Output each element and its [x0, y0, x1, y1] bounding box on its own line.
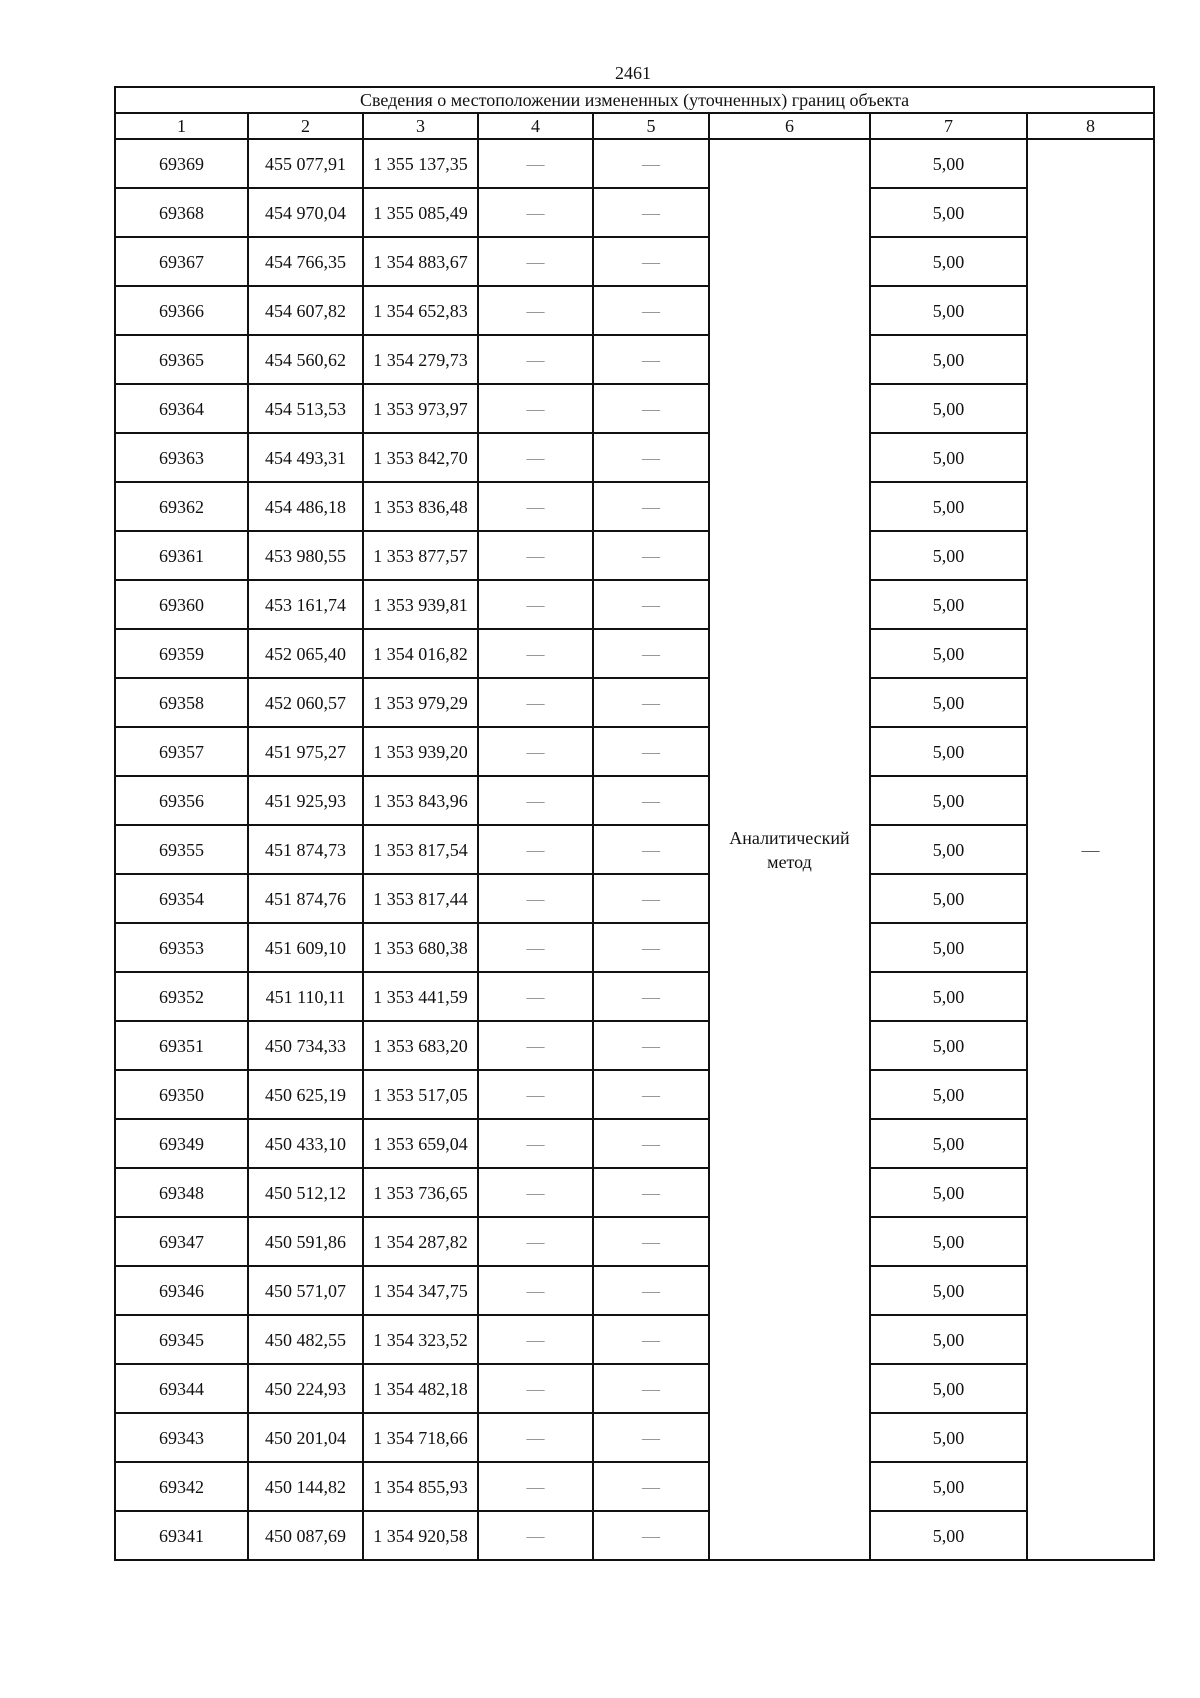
x-coordinate-cell: 450 571,07 [248, 1266, 363, 1315]
table-row [115, 335, 1154, 384]
y-coordinate-cell: 1 354 016,82 [363, 629, 478, 678]
point-number-cell: 69344 [115, 1364, 248, 1413]
x-coordinate-cell: 454 970,04 [248, 188, 363, 237]
table-row [115, 874, 1154, 923]
table-row [115, 1070, 1154, 1119]
y-coordinate-cell: 1 353 979,29 [363, 678, 478, 727]
column-5-cell: — [593, 384, 709, 433]
table-row [115, 972, 1154, 1021]
table-row [115, 1119, 1154, 1168]
x-coordinate-cell: 451 874,73 [248, 825, 363, 874]
y-coordinate-cell: 1 353 659,04 [363, 1119, 478, 1168]
table-row [115, 727, 1154, 776]
column-5-cell: — [593, 1070, 709, 1119]
column-5-cell: — [593, 825, 709, 874]
column-4-cell: — [478, 237, 593, 286]
table-row [115, 825, 1154, 874]
point-number-cell: 69350 [115, 1070, 248, 1119]
column-5-cell: — [593, 1119, 709, 1168]
column-5-cell: — [593, 286, 709, 335]
point-number-cell: 69362 [115, 482, 248, 531]
y-coordinate-cell: 1 353 843,96 [363, 776, 478, 825]
point-number-cell: 69353 [115, 923, 248, 972]
point-number-cell: 69369 [115, 139, 248, 188]
column-5-cell: — [593, 1364, 709, 1413]
y-coordinate-cell: 1 353 939,20 [363, 727, 478, 776]
column-4-cell: — [478, 1266, 593, 1315]
column-5-cell: — [593, 1266, 709, 1315]
column-4-cell: — [478, 1070, 593, 1119]
column-number-7: 7 [870, 113, 1027, 139]
point-number-cell: 69354 [115, 874, 248, 923]
point-number-cell: 69367 [115, 237, 248, 286]
accuracy-cell: 5,00 [870, 1168, 1027, 1217]
column-4-cell: — [478, 972, 593, 1021]
x-coordinate-cell: 454 560,62 [248, 335, 363, 384]
column-5-cell: — [593, 1168, 709, 1217]
column-5-cell: — [593, 1462, 709, 1511]
x-coordinate-cell: 450 433,10 [248, 1119, 363, 1168]
column-4-cell: — [478, 531, 593, 580]
accuracy-cell: 5,00 [870, 286, 1027, 335]
point-number-cell: 69368 [115, 188, 248, 237]
accuracy-cell: 5,00 [870, 1266, 1027, 1315]
y-coordinate-cell: 1 354 718,66 [363, 1413, 478, 1462]
y-coordinate-cell: 1 353 517,05 [363, 1070, 478, 1119]
accuracy-cell: 5,00 [870, 678, 1027, 727]
table-row [115, 1364, 1154, 1413]
column-4-cell: — [478, 139, 593, 188]
column-5-cell: — [593, 188, 709, 237]
y-coordinate-cell: 1 354 287,82 [363, 1217, 478, 1266]
x-coordinate-cell: 450 512,12 [248, 1168, 363, 1217]
point-number-cell: 69366 [115, 286, 248, 335]
x-coordinate-cell: 453 161,74 [248, 580, 363, 629]
accuracy-cell: 5,00 [870, 237, 1027, 286]
point-number-cell: 69345 [115, 1315, 248, 1364]
y-coordinate-cell: 1 354 279,73 [363, 335, 478, 384]
point-number-cell: 69365 [115, 335, 248, 384]
table-row [115, 776, 1154, 825]
accuracy-cell: 5,00 [870, 727, 1027, 776]
column-4-cell: — [478, 286, 593, 335]
x-coordinate-cell: 455 077,91 [248, 139, 363, 188]
y-coordinate-cell: 1 353 939,81 [363, 580, 478, 629]
accuracy-cell: 5,00 [870, 825, 1027, 874]
point-number-cell: 69361 [115, 531, 248, 580]
table-row [115, 531, 1154, 580]
table-row [115, 678, 1154, 727]
y-coordinate-cell: 1 354 855,93 [363, 1462, 478, 1511]
column-5-cell: — [593, 1217, 709, 1266]
accuracy-cell: 5,00 [870, 1021, 1027, 1070]
table-row [115, 384, 1154, 433]
column-number-5: 5 [593, 113, 709, 139]
y-coordinate-cell: 1 353 441,59 [363, 972, 478, 1021]
x-coordinate-cell: 453 980,55 [248, 531, 363, 580]
column-5-cell: — [593, 531, 709, 580]
column-5-cell: — [593, 433, 709, 482]
column-4-cell: — [478, 874, 593, 923]
table-row [115, 139, 1154, 188]
accuracy-cell: 5,00 [870, 1413, 1027, 1462]
column-5-cell: — [593, 139, 709, 188]
accuracy-cell: 5,00 [870, 923, 1027, 972]
y-coordinate-cell: 1 354 347,75 [363, 1266, 478, 1315]
x-coordinate-cell: 450 734,33 [248, 1021, 363, 1070]
y-coordinate-cell: 1 353 817,54 [363, 825, 478, 874]
column-number-row [115, 113, 1154, 139]
table-row [115, 629, 1154, 678]
column-4-cell: — [478, 825, 593, 874]
point-number-cell: 69363 [115, 433, 248, 482]
column-4-cell: — [478, 678, 593, 727]
column-4-cell: — [478, 1315, 593, 1364]
x-coordinate-cell: 450 625,19 [248, 1070, 363, 1119]
x-coordinate-cell: 450 482,55 [248, 1315, 363, 1364]
x-coordinate-cell: 451 975,27 [248, 727, 363, 776]
column-5-cell: — [593, 678, 709, 727]
table-row [115, 188, 1154, 237]
x-coordinate-cell: 450 201,04 [248, 1413, 363, 1462]
column-number-3: 3 [363, 113, 478, 139]
x-coordinate-cell: 450 087,69 [248, 1511, 363, 1560]
y-coordinate-cell: 1 353 877,57 [363, 531, 478, 580]
accuracy-cell: 5,00 [870, 972, 1027, 1021]
accuracy-cell: 5,00 [870, 629, 1027, 678]
accuracy-cell: 5,00 [870, 139, 1027, 188]
boundary-table [114, 86, 1155, 1561]
column-5-cell: — [593, 1021, 709, 1070]
column-4-cell: — [478, 1462, 593, 1511]
y-coordinate-cell: 1 353 736,65 [363, 1168, 478, 1217]
column-4-cell: — [478, 188, 593, 237]
page-number: 2461 [615, 63, 651, 83]
accuracy-cell: 5,00 [870, 1364, 1027, 1413]
x-coordinate-cell: 450 224,93 [248, 1364, 363, 1413]
column-5-cell: — [593, 335, 709, 384]
y-coordinate-cell: 1 354 323,52 [363, 1315, 478, 1364]
point-number-cell: 69360 [115, 580, 248, 629]
x-coordinate-cell: 454 493,31 [248, 433, 363, 482]
table-row [115, 286, 1154, 335]
point-number-cell: 69359 [115, 629, 248, 678]
column-5-cell: — [593, 1413, 709, 1462]
method-cell: Аналитический метод [709, 139, 870, 1560]
accuracy-cell: 5,00 [870, 1315, 1027, 1364]
table-row [115, 1511, 1154, 1560]
accuracy-cell: 5,00 [870, 1462, 1027, 1511]
accuracy-cell: 5,00 [870, 188, 1027, 237]
table-row [115, 1413, 1154, 1462]
point-number-cell: 69343 [115, 1413, 248, 1462]
column-4-cell: — [478, 629, 593, 678]
column-5-cell: — [593, 237, 709, 286]
y-coordinate-cell: 1 353 836,48 [363, 482, 478, 531]
accuracy-cell: 5,00 [870, 580, 1027, 629]
y-coordinate-cell: 1 353 683,20 [363, 1021, 478, 1070]
column-4-cell: — [478, 776, 593, 825]
point-number-cell: 69355 [115, 825, 248, 874]
column-4-cell: — [478, 1511, 593, 1560]
y-coordinate-cell: 1 354 652,83 [363, 286, 478, 335]
table-row [115, 1266, 1154, 1315]
table-row [115, 482, 1154, 531]
column-4-cell: — [478, 482, 593, 531]
accuracy-cell: 5,00 [870, 335, 1027, 384]
x-coordinate-cell: 452 060,57 [248, 678, 363, 727]
accuracy-cell: 5,00 [870, 776, 1027, 825]
column-5-cell: — [593, 776, 709, 825]
column-5-cell: — [593, 923, 709, 972]
column-5-cell: — [593, 1315, 709, 1364]
y-coordinate-cell: 1 355 137,35 [363, 139, 478, 188]
column-4-cell: — [478, 433, 593, 482]
accuracy-cell: 5,00 [870, 874, 1027, 923]
point-number-cell: 69341 [115, 1511, 248, 1560]
table-row [115, 1462, 1154, 1511]
point-number-cell: 69348 [115, 1168, 248, 1217]
y-coordinate-cell: 1 354 482,18 [363, 1364, 478, 1413]
column-number-6: 6 [709, 113, 870, 139]
accuracy-cell: 5,00 [870, 1217, 1027, 1266]
point-number-cell: 69346 [115, 1266, 248, 1315]
table-row [115, 1168, 1154, 1217]
y-coordinate-cell: 1 353 817,44 [363, 874, 478, 923]
column-4-cell: — [478, 1217, 593, 1266]
table-title: Сведения о местоположении измененных (уточненных) границ объекта [115, 87, 1154, 113]
point-number-cell: 69364 [115, 384, 248, 433]
column-5-cell: — [593, 972, 709, 1021]
column-4-cell: — [478, 727, 593, 776]
table-row [115, 1217, 1154, 1266]
column-5-cell: — [593, 629, 709, 678]
column-4-cell: — [478, 1364, 593, 1413]
accuracy-cell: 5,00 [870, 1119, 1027, 1168]
column-5-cell: — [593, 727, 709, 776]
table-row [115, 433, 1154, 482]
column-5-cell: — [593, 580, 709, 629]
x-coordinate-cell: 454 607,82 [248, 286, 363, 335]
table-title-row [115, 87, 1154, 113]
y-coordinate-cell: 1 354 883,67 [363, 237, 478, 286]
column-number-4: 4 [478, 113, 593, 139]
point-number-cell: 69357 [115, 727, 248, 776]
column-4-cell: — [478, 580, 593, 629]
column-4-cell: — [478, 1168, 593, 1217]
x-coordinate-cell: 451 609,10 [248, 923, 363, 972]
y-coordinate-cell: 1 355 085,49 [363, 188, 478, 237]
point-number-cell: 69358 [115, 678, 248, 727]
column-4-cell: — [478, 384, 593, 433]
column-number-8: 8 [1027, 113, 1154, 139]
x-coordinate-cell: 454 513,53 [248, 384, 363, 433]
x-coordinate-cell: 451 874,76 [248, 874, 363, 923]
column-5-cell: — [593, 482, 709, 531]
table-row [115, 237, 1154, 286]
table-row [115, 1315, 1154, 1364]
accuracy-cell: 5,00 [870, 1070, 1027, 1119]
column-4-cell: — [478, 335, 593, 384]
y-coordinate-cell: 1 353 973,97 [363, 384, 478, 433]
x-coordinate-cell: 451 925,93 [248, 776, 363, 825]
x-coordinate-cell: 454 766,35 [248, 237, 363, 286]
column-4-cell: — [478, 1021, 593, 1070]
point-number-cell: 69349 [115, 1119, 248, 1168]
column-4-cell: — [478, 1413, 593, 1462]
column-4-cell: — [478, 923, 593, 972]
x-coordinate-cell: 450 144,82 [248, 1462, 363, 1511]
column-4-cell: — [478, 1119, 593, 1168]
y-coordinate-cell: 1 353 842,70 [363, 433, 478, 482]
accuracy-cell: 5,00 [870, 433, 1027, 482]
table-row [115, 1021, 1154, 1070]
accuracy-cell: 5,00 [870, 531, 1027, 580]
point-number-cell: 69351 [115, 1021, 248, 1070]
y-coordinate-cell: 1 354 920,58 [363, 1511, 478, 1560]
accuracy-cell: 5,00 [870, 384, 1027, 433]
column-number-1: 1 [115, 113, 248, 139]
x-coordinate-cell: 454 486,18 [248, 482, 363, 531]
x-coordinate-cell: 451 110,11 [248, 972, 363, 1021]
table-body [115, 139, 1154, 1560]
remark-cell: — [1027, 139, 1154, 1560]
column-5-cell: — [593, 1511, 709, 1560]
accuracy-cell: 5,00 [870, 482, 1027, 531]
table-row [115, 923, 1154, 972]
y-coordinate-cell: 1 353 680,38 [363, 923, 478, 972]
table-row [115, 580, 1154, 629]
x-coordinate-cell: 450 591,86 [248, 1217, 363, 1266]
point-number-cell: 69342 [115, 1462, 248, 1511]
x-coordinate-cell: 452 065,40 [248, 629, 363, 678]
point-number-cell: 69352 [115, 972, 248, 1021]
column-number-2: 2 [248, 113, 363, 139]
point-number-cell: 69356 [115, 776, 248, 825]
accuracy-cell: 5,00 [870, 1511, 1027, 1560]
column-5-cell: — [593, 874, 709, 923]
point-number-cell: 69347 [115, 1217, 248, 1266]
